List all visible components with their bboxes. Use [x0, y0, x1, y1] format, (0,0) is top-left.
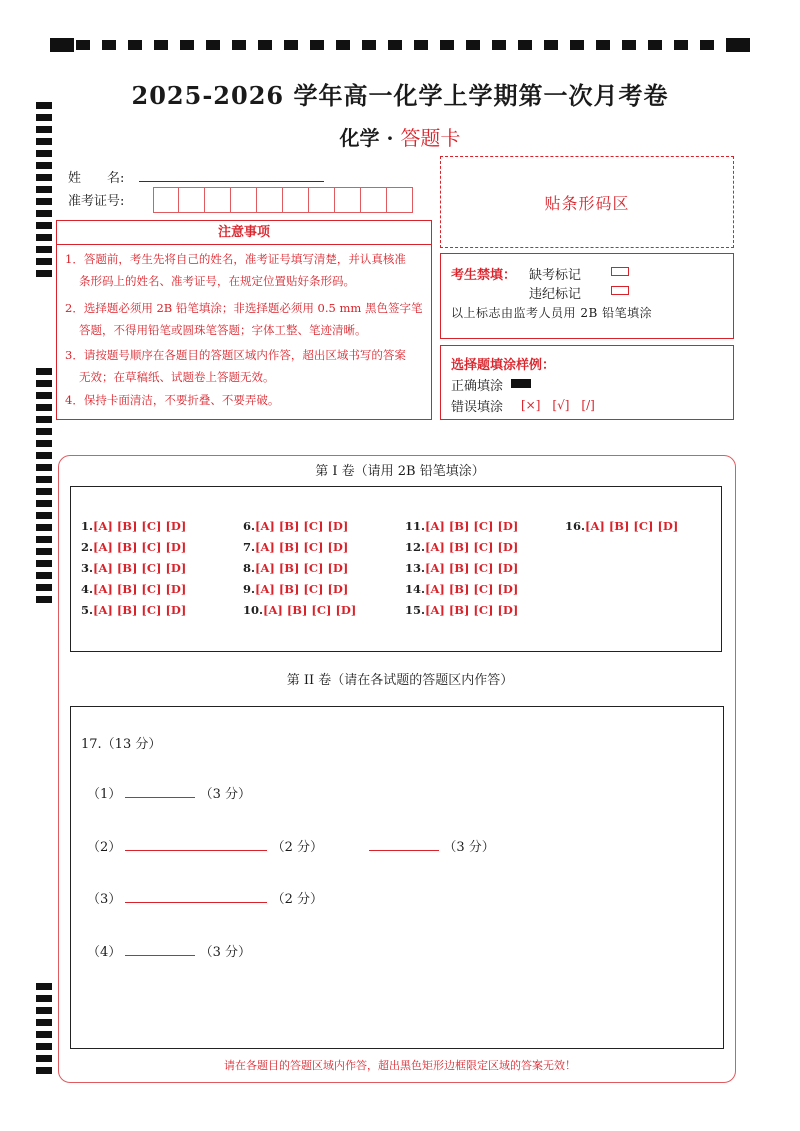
mc-question-number: 6. — [243, 519, 256, 533]
timing-mark — [36, 584, 52, 591]
mc-question-number: 2. — [81, 540, 94, 554]
timing-mark — [102, 40, 116, 50]
top-timing-marks — [50, 38, 750, 52]
notice-box — [56, 220, 432, 420]
mc-question-14[interactable] — [405, 582, 518, 596]
footer-note: 请在各题目的答题区域内作答，超出黑色矩形边框限定区域的答案无效！ — [224, 1059, 576, 1072]
timing-mark — [36, 246, 52, 253]
mc-options[interactable]: [A] [B] [C] [D] — [93, 582, 187, 596]
mc-question-number: 7. — [243, 540, 256, 554]
timing-mark — [154, 40, 168, 50]
timing-mark — [36, 368, 52, 375]
section2-title: 第 II 卷（请在各试题的答题区内作答） — [286, 673, 514, 688]
id-number-boxes[interactable] — [153, 187, 413, 213]
timing-mark — [622, 40, 636, 50]
q17-part2-number: （2） — [87, 840, 122, 855]
barcode-area: 贴条形码区 — [440, 156, 734, 248]
timing-mark — [36, 222, 52, 229]
timing-mark — [36, 150, 52, 157]
timing-mark — [518, 40, 532, 50]
sub-title — [0, 122, 800, 151]
timing-mark — [36, 392, 52, 399]
fill-example-title: 选择题填涂样例： — [451, 358, 556, 373]
notice-item: 3．请按题号顺序在各题目的答题区域内作答，超出区域书写的答案 — [65, 348, 406, 362]
mc-question-number: 16. — [565, 519, 586, 533]
notice-item: 4．保持卡面清洁，不要折叠、不要弄破。 — [65, 393, 280, 407]
correct-fill-label: 正确填涂 — [451, 379, 504, 394]
mc-options[interactable]: [A] [B] [C] [D] — [425, 519, 519, 533]
left-timing-marks-middle — [36, 368, 52, 608]
mc-question-7[interactable] — [243, 540, 348, 554]
timing-mark — [36, 1007, 52, 1014]
absent-mark-label: 缺考标记 — [529, 268, 582, 283]
id-digit-box[interactable] — [283, 187, 309, 213]
mc-question-8[interactable] — [243, 561, 348, 575]
mc-question-13[interactable] — [405, 561, 518, 575]
timing-mark — [36, 572, 52, 579]
timing-mark — [674, 40, 688, 50]
subtitle-subject: 化学 · — [339, 126, 401, 150]
timing-mark — [570, 40, 584, 50]
timing-mark — [36, 536, 52, 543]
mc-options[interactable]: [A] [B] [C] [D] — [255, 540, 349, 554]
mc-options[interactable]: [A] [B] [C] [D] — [425, 540, 519, 554]
name-label: 姓 名: — [68, 171, 125, 186]
q17-part1 — [87, 783, 251, 802]
violation-mark-label: 违纪标记 — [529, 287, 582, 302]
timing-mark — [648, 40, 662, 50]
timing-mark — [36, 1019, 52, 1026]
q17-part2-score-a: （2 分） — [271, 840, 323, 855]
page-title: 2025-2026 学年高一化学上学期第一次月考卷 — [131, 81, 669, 110]
mc-question-11[interactable] — [405, 519, 518, 533]
timing-mark — [36, 428, 52, 435]
mc-question-number: 15. — [405, 603, 426, 617]
notice-item: 条形码上的姓名、准考证号，在规定位置贴好条形码。 — [79, 274, 355, 288]
timing-mark — [258, 40, 272, 50]
mc-question-2[interactable] — [81, 540, 186, 554]
q17-part3-answer-line[interactable] — [125, 890, 267, 903]
timing-mark — [232, 40, 246, 50]
timing-mark — [36, 488, 52, 495]
mc-question-number: 9. — [243, 582, 256, 596]
timing-mark — [76, 40, 90, 50]
timing-mark — [180, 40, 194, 50]
q17-part1-score: （3 分） — [199, 787, 251, 802]
id-digit-box[interactable] — [205, 187, 231, 213]
wrong-fill-label: 错误填涂 — [451, 400, 504, 415]
forbid-label: 考生禁填： — [451, 268, 517, 283]
mc-question-16[interactable] — [565, 519, 678, 533]
timing-mark — [36, 560, 52, 567]
id-digit-box[interactable] — [335, 187, 361, 213]
mc-question-number: 5. — [81, 603, 94, 617]
mc-options[interactable]: [A] [B] [C] [D] — [93, 540, 187, 554]
timing-mark — [36, 404, 52, 411]
mc-options[interactable]: [A] [B] [C] [D] — [425, 561, 519, 575]
timing-mark — [36, 1031, 52, 1038]
timing-mark — [36, 596, 52, 603]
timing-mark — [128, 40, 142, 50]
mc-question-number: 1. — [81, 519, 94, 533]
q17-part2-score-b: （3 分） — [443, 840, 495, 855]
id-digit-box[interactable] — [387, 187, 413, 213]
q17-label: 17.（13 分） — [81, 737, 162, 752]
mc-question-number: 13. — [405, 561, 426, 575]
proctor-only-box — [440, 253, 734, 339]
timing-mark — [310, 40, 324, 50]
q17-part4-number: （4） — [87, 945, 122, 960]
notice-item: 2．选择题必须用 2B 铅笔填涂；非选择题必须用 0.5 mm 黑色签字笔 — [65, 301, 423, 315]
mc-options[interactable]: [A] [B] [C] [D] — [93, 519, 187, 533]
timing-mark — [36, 416, 52, 423]
mc-question-number: 14. — [405, 582, 426, 596]
notice-item: 无效；在草稿纸、试题卷上答题无效。 — [79, 370, 275, 384]
q17-part2-answer-line-b[interactable] — [369, 838, 439, 851]
mc-question-number: 8. — [243, 561, 256, 575]
timing-mark — [36, 512, 52, 519]
timing-mark — [36, 983, 52, 990]
id-digit-box[interactable] — [309, 187, 335, 213]
timing-mark — [36, 162, 52, 169]
mc-question-6[interactable] — [243, 519, 348, 533]
timing-mark — [36, 114, 52, 121]
id-digit-box[interactable] — [231, 187, 257, 213]
q17-part2 — [87, 836, 495, 855]
id-digit-box[interactable] — [257, 187, 283, 213]
timing-mark — [50, 38, 74, 52]
timing-mark — [36, 210, 52, 217]
section1-title: 第 I 卷（请用 2B 铅笔填涂） — [315, 464, 485, 479]
q17-part4-score: （3 分） — [199, 945, 251, 960]
q17-part4-answer-line[interactable] — [125, 943, 195, 956]
mc-question-10[interactable] — [243, 603, 356, 617]
timing-mark — [36, 995, 52, 1002]
id-digit-box[interactable] — [179, 187, 205, 213]
multiple-choice-box — [70, 486, 722, 652]
notice-item: 答题，不得用铅笔或圆珠笔答题；字体工整、笔迹清晰。 — [79, 323, 367, 337]
timing-mark — [596, 40, 610, 50]
timing-mark — [36, 500, 52, 507]
mc-options[interactable]: [A] [B] [C] [D] — [93, 603, 187, 617]
name-field[interactable] — [139, 181, 324, 182]
timing-mark — [206, 40, 220, 50]
id-digit-box[interactable] — [361, 187, 387, 213]
q17-part2-answer-line-a[interactable] — [125, 838, 267, 851]
q17-part3-score: （2 分） — [271, 892, 323, 907]
mc-question-4[interactable] — [81, 582, 186, 596]
timing-mark — [36, 186, 52, 193]
mc-options[interactable]: [A] [B] [C] [D] — [425, 603, 519, 617]
timing-mark — [36, 524, 52, 531]
mc-question-5[interactable] — [81, 603, 186, 617]
timing-mark — [36, 548, 52, 555]
mc-options[interactable]: [A] [B] [C] [D] — [585, 519, 679, 533]
mc-question-3[interactable] — [81, 561, 186, 575]
timing-mark — [284, 40, 298, 50]
timing-mark — [36, 452, 52, 459]
timing-mark — [466, 40, 480, 50]
mc-options[interactable]: [A] [B] [C] [D] — [255, 561, 349, 575]
q17-part3 — [87, 888, 323, 907]
timing-mark — [36, 174, 52, 181]
id-label: 准考证号: — [68, 194, 125, 209]
question-17-box — [70, 706, 724, 1049]
wrong-fill-samples: [×] [√] [/] — [521, 398, 595, 412]
timing-mark — [36, 258, 52, 265]
mc-options[interactable]: [A] [B] [C] [D] — [255, 519, 349, 533]
mc-options[interactable]: [A] [B] [C] [D] — [93, 561, 187, 575]
mc-question-number: 10. — [243, 603, 264, 617]
timing-mark — [726, 38, 750, 52]
violation-mark-box[interactable] — [611, 286, 629, 295]
timing-mark — [544, 40, 558, 50]
timing-mark — [362, 40, 376, 50]
mc-question-number: 11. — [405, 519, 426, 533]
q17-part1-number: （1） — [87, 787, 122, 802]
q17-part3-number: （3） — [87, 892, 122, 907]
fill-example-box — [440, 345, 734, 420]
timing-mark — [36, 198, 52, 205]
timing-mark — [492, 40, 506, 50]
timing-mark — [36, 270, 52, 277]
timing-mark — [336, 40, 350, 50]
timing-mark — [700, 40, 714, 50]
timing-mark — [440, 40, 454, 50]
mc-options[interactable]: [A] [B] [C] [D] — [255, 582, 349, 596]
timing-mark — [36, 1043, 52, 1050]
mc-options[interactable]: [A] [B] [C] [D] — [263, 603, 357, 617]
mc-question-15[interactable] — [405, 603, 518, 617]
notice-item: 1．答题前，考生先将自己的姓名，准考证号填写清楚，并认真核准 — [65, 252, 406, 266]
mc-question-1[interactable] — [81, 519, 186, 533]
mc-question-9[interactable] — [243, 582, 348, 596]
subtitle-card: 答题卡 — [400, 126, 461, 150]
correct-fill-sample — [511, 379, 531, 388]
mc-question-number: 12. — [405, 540, 426, 554]
timing-mark — [36, 380, 52, 387]
mc-question-number: 4. — [81, 582, 94, 596]
timing-mark — [36, 234, 52, 241]
q17-part4 — [87, 941, 251, 960]
absent-mark-box[interactable] — [611, 267, 629, 276]
timing-mark — [414, 40, 428, 50]
id-digit-box[interactable] — [153, 187, 179, 213]
notice-title: 注意事项 — [57, 221, 431, 245]
mc-options[interactable]: [A] [B] [C] [D] — [425, 582, 519, 596]
mc-question-number: 3. — [81, 561, 94, 575]
mc-question-12[interactable] — [405, 540, 518, 554]
timing-mark — [388, 40, 402, 50]
timing-mark — [36, 440, 52, 447]
forbid-note: 以上标志由监考人员用 2B 铅笔填涂 — [451, 306, 653, 320]
q17-part1-answer-line[interactable] — [125, 785, 195, 798]
